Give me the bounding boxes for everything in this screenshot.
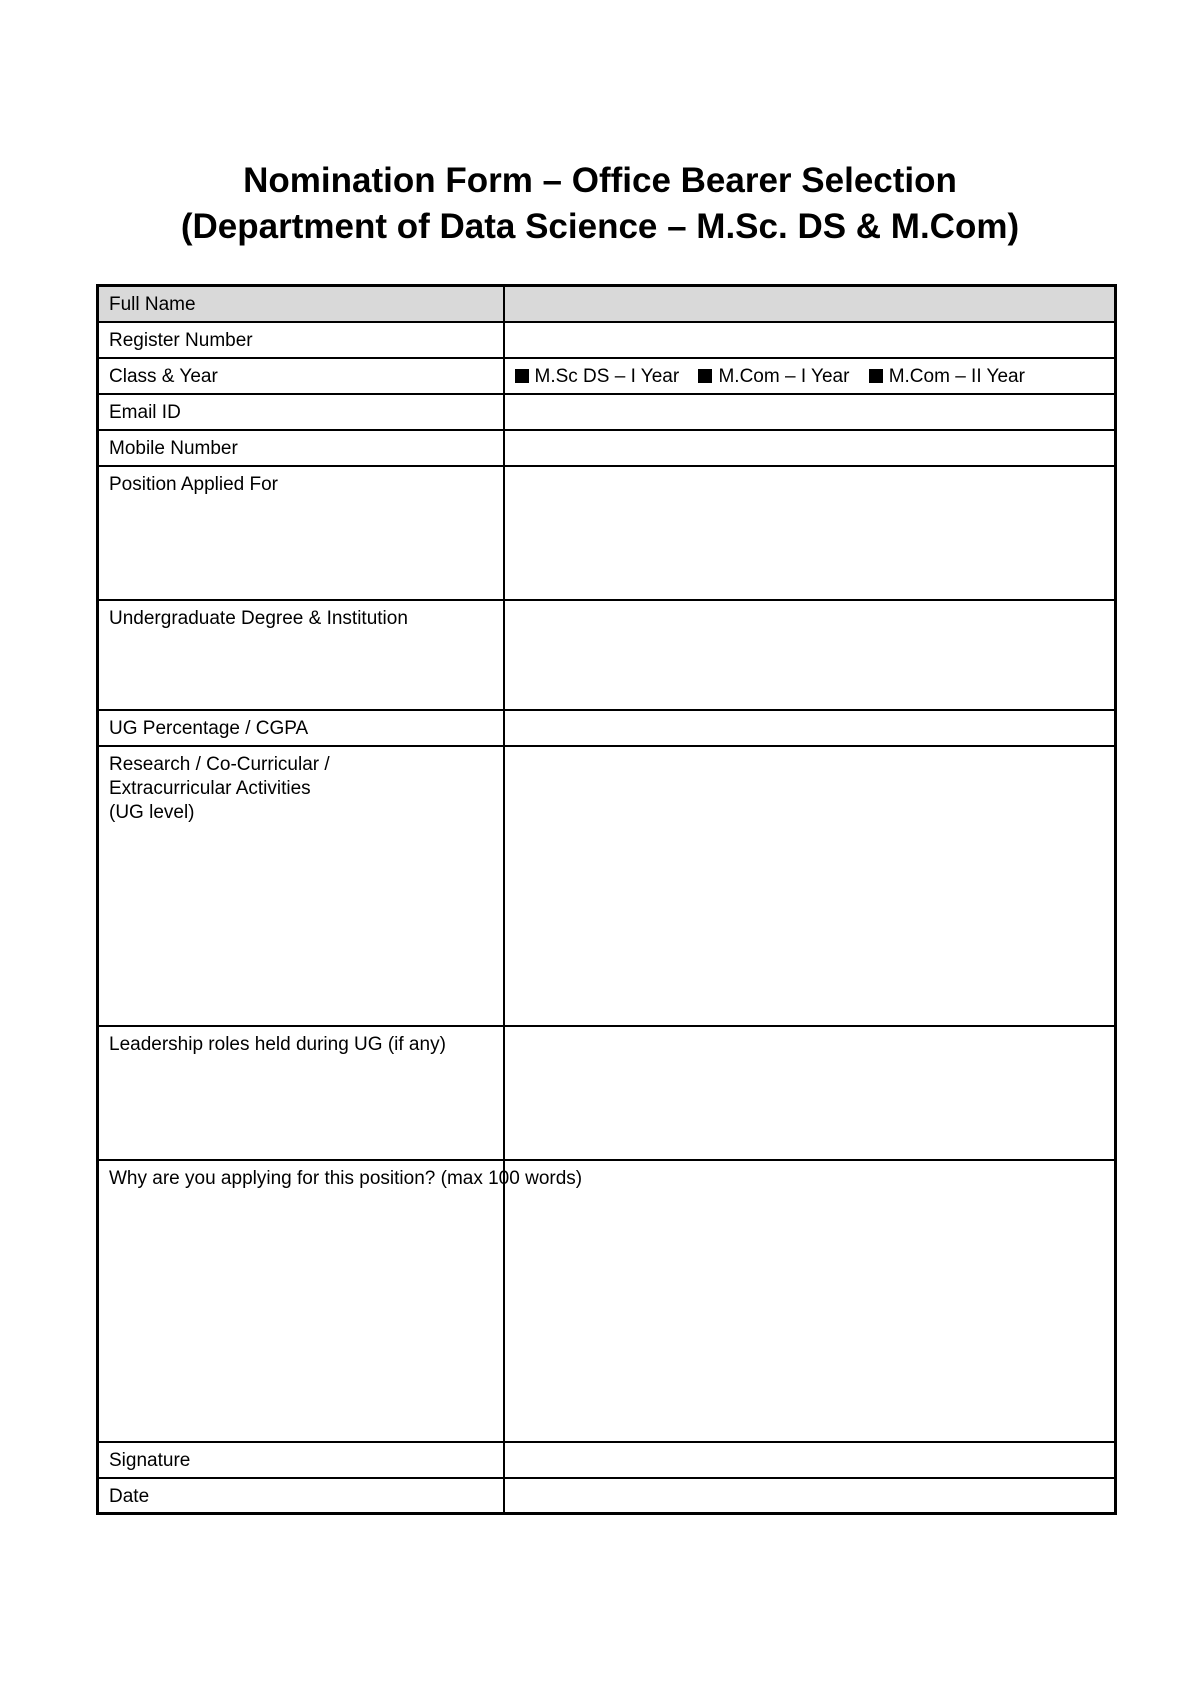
option-label: M.Com – I Year [718, 365, 850, 387]
ug-percentage-field[interactable] [504, 710, 1116, 746]
ug-degree-field[interactable] [504, 600, 1116, 710]
why-applying-label-cell [98, 1160, 583, 1442]
row-email [98, 394, 1116, 430]
why-applying-field[interactable] [504, 1160, 1116, 1442]
email-label: Email ID [98, 394, 504, 430]
checkbox-icon[interactable] [515, 369, 529, 383]
option-mcom-1[interactable] [698, 366, 849, 387]
class-year-label: Class & Year [98, 358, 504, 394]
signature-field[interactable] [504, 1442, 1116, 1478]
row-why-applying [98, 1160, 1116, 1442]
ug-percentage-label: UG Percentage / CGPA [98, 710, 504, 746]
activities-label: Research / Co-Curricular / Extracurricular Activities (UG level) [98, 746, 504, 1026]
date-label: Date [98, 1478, 504, 1514]
register-number-field[interactable] [504, 322, 1116, 358]
mobile-field[interactable] [504, 430, 1116, 466]
form-title-line-1: Nomination Form – Office Bearer Selection [243, 161, 957, 200]
checkbox-icon[interactable] [869, 369, 883, 383]
why-applying-label: Why are you applying for this position? (max 100 words) [109, 1167, 583, 1189]
mobile-label: Mobile Number [98, 430, 504, 466]
leadership-field[interactable] [504, 1026, 1116, 1160]
form-title [0, 158, 1200, 250]
leadership-label: Leadership roles held during UG (if any) [98, 1026, 504, 1160]
option-mcom-2[interactable] [869, 366, 1025, 387]
nomination-form-table [96, 284, 1117, 1515]
option-label: M.Sc DS – I Year [534, 365, 680, 387]
row-date [98, 1478, 1116, 1514]
full-name-label: Full Name [98, 286, 504, 322]
row-ug-percentage [98, 710, 1116, 746]
class-year-options [515, 365, 1105, 389]
position-field[interactable] [504, 466, 1116, 600]
signature-label: Signature [98, 1442, 504, 1478]
activities-field[interactable] [504, 746, 1116, 1026]
option-msc-ds-1[interactable] [515, 366, 680, 387]
checkbox-icon[interactable] [698, 369, 712, 383]
row-position [98, 466, 1116, 600]
row-full-name [98, 286, 1116, 322]
row-register-number [98, 322, 1116, 358]
row-signature [98, 1442, 1116, 1478]
row-activities [98, 746, 1116, 1026]
class-year-field [504, 358, 1116, 394]
full-name-field[interactable] [504, 286, 1116, 322]
ug-degree-label: Undergraduate Degree & Institution [98, 600, 504, 710]
position-label: Position Applied For [98, 466, 504, 600]
row-mobile [98, 430, 1116, 466]
register-number-label: Register Number [98, 322, 504, 358]
option-label: M.Com – II Year [888, 365, 1025, 387]
row-leadership [98, 1026, 1116, 1160]
row-class-year [98, 358, 1116, 394]
row-ug-degree [98, 600, 1116, 710]
form-title-line-2: (Department of Data Science – M.Sc. DS & M.Com) [180, 207, 1020, 246]
email-field[interactable] [504, 394, 1116, 430]
date-field[interactable] [504, 1478, 1116, 1514]
